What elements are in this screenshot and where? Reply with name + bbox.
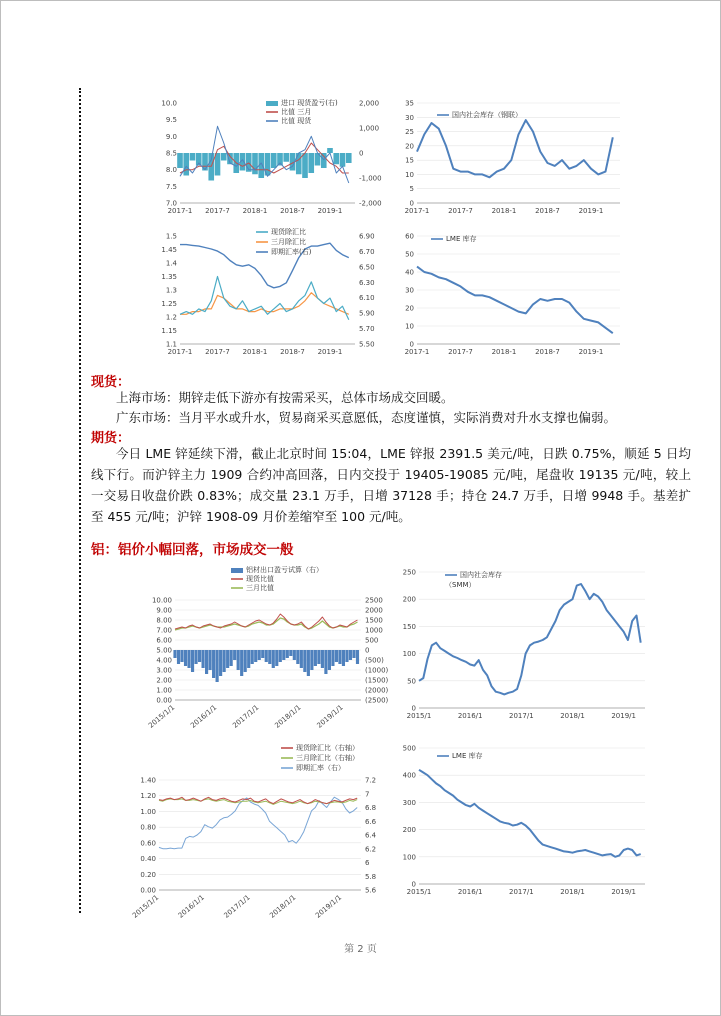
chart-zinc-domestic-inventory bbox=[395, 93, 630, 221]
x-tick-label: 2017/1/1 bbox=[222, 893, 252, 920]
bar bbox=[219, 650, 222, 676]
y-tick-label: 8.5 bbox=[165, 149, 177, 158]
bar bbox=[331, 650, 334, 666]
x-tick-label: 2017-7 bbox=[205, 348, 230, 356]
x-tick-label: 2018/1 bbox=[560, 712, 585, 720]
bar bbox=[321, 153, 327, 168]
y-right-tick-label: 5.70 bbox=[359, 325, 375, 334]
series-fx-rate-line bbox=[180, 243, 349, 288]
bar bbox=[346, 153, 352, 163]
chart-aluminum-lme-inventory bbox=[397, 742, 657, 902]
spot-shanghai-text: 上海市场：期锌走低下游亦有按需采买，总体市场成交回暖。 bbox=[116, 390, 454, 405]
y-right-tick-label: -2,000 bbox=[359, 199, 382, 208]
bar bbox=[191, 650, 194, 672]
bar bbox=[226, 650, 229, 668]
x-tick-label: 2019/1 bbox=[611, 888, 636, 896]
bar bbox=[177, 650, 180, 664]
series-lme-inventory-line bbox=[419, 770, 641, 857]
bar bbox=[180, 650, 183, 662]
bar bbox=[324, 650, 327, 674]
y-right-tick-label: 2000 bbox=[365, 606, 383, 615]
y-tick-label: 7.0 bbox=[165, 199, 177, 208]
bar bbox=[271, 153, 277, 168]
legend-label: 即期汇率（右） bbox=[296, 764, 345, 772]
y-tick-label: 1.40 bbox=[140, 776, 156, 785]
bar bbox=[338, 650, 341, 664]
bar bbox=[327, 148, 333, 153]
y-right-tick-label: 0 bbox=[359, 149, 364, 158]
y-tick-label: 10 bbox=[405, 322, 414, 331]
y-right-tick-label: 500 bbox=[365, 636, 379, 645]
legend-label: LME 库存 bbox=[446, 235, 477, 243]
bar bbox=[275, 650, 278, 666]
bar bbox=[286, 650, 289, 658]
bar bbox=[335, 650, 338, 662]
y-tick-label: 250 bbox=[402, 568, 416, 577]
y-tick-label: 1.3 bbox=[165, 286, 177, 295]
legend-label: 三月比值 bbox=[246, 584, 274, 592]
x-tick-label: 2015/1 bbox=[406, 888, 432, 896]
chart-zinc-lme-inventory bbox=[395, 226, 630, 364]
bar bbox=[237, 650, 240, 670]
y-tick-label: 6.00 bbox=[156, 636, 172, 645]
y-tick-label: 0.00 bbox=[156, 696, 172, 705]
chart-aluminum-domestic-inventory-svg bbox=[397, 560, 657, 730]
y-right-tick-label: 5.8 bbox=[365, 872, 377, 881]
bar bbox=[258, 650, 261, 660]
bar bbox=[216, 650, 219, 682]
bar bbox=[254, 650, 257, 662]
y-right-tick-label: -1,000 bbox=[359, 174, 382, 183]
bar bbox=[310, 650, 313, 670]
y-tick-label: 10 bbox=[405, 170, 414, 179]
legend-label: 现货比值 bbox=[246, 575, 274, 583]
y-tick-label: 1.00 bbox=[156, 686, 172, 695]
x-tick-label: 2017-7 bbox=[448, 348, 473, 356]
bar bbox=[187, 650, 190, 668]
y-tick-label: 0.40 bbox=[140, 855, 156, 864]
bar bbox=[296, 650, 299, 664]
bar bbox=[265, 650, 268, 662]
bar bbox=[230, 650, 233, 666]
bar bbox=[321, 650, 324, 668]
legend-swatch bbox=[266, 101, 278, 106]
y-tick-label: 0 bbox=[411, 880, 416, 889]
chart-aluminum-exchange-rate-svg bbox=[131, 742, 383, 920]
legend-label: 即期汇率(右) bbox=[271, 248, 312, 256]
y-tick-label: 1.35 bbox=[161, 273, 177, 281]
chart-zinc-import-svg bbox=[150, 93, 380, 221]
legend-label: 进口 现货盈亏(右) bbox=[281, 99, 338, 107]
y-tick-label: 400 bbox=[402, 771, 416, 780]
bar bbox=[293, 650, 296, 660]
chart-aluminum-exchange-rate bbox=[131, 742, 383, 920]
x-tick-label: 2017-1 bbox=[167, 348, 193, 356]
y-right-tick-label: 2500 bbox=[365, 596, 383, 605]
legend-label: 国内社会库存 bbox=[460, 571, 502, 579]
chart-zinc-domestic-inventory-svg bbox=[395, 93, 630, 221]
bar bbox=[233, 650, 236, 660]
y-right-tick-label: 6 bbox=[365, 859, 370, 867]
x-tick-label: 2019/1/1 bbox=[313, 893, 344, 920]
y-right-tick-label: 2,000 bbox=[359, 99, 380, 108]
y-right-tick-label: (1500) bbox=[365, 676, 389, 685]
y-tick-label: 40 bbox=[405, 268, 414, 277]
y-tick-label: 60 bbox=[405, 232, 414, 241]
legend-label: （SMM） bbox=[445, 581, 476, 589]
x-tick-label: 2018-7 bbox=[280, 348, 305, 356]
x-tick-label: 2018/1/1 bbox=[268, 893, 298, 920]
y-right-tick-label: 7.2 bbox=[365, 776, 377, 785]
legend-label: 比值 现货 bbox=[281, 117, 312, 125]
bar bbox=[223, 650, 226, 672]
y-tick-label: 0 bbox=[409, 199, 414, 208]
bar bbox=[352, 650, 355, 658]
y-tick-label: 0 bbox=[411, 704, 416, 713]
y-right-tick-label: 5.90 bbox=[359, 309, 375, 318]
bar bbox=[247, 650, 250, 668]
y-tick-label: 0.20 bbox=[140, 870, 156, 879]
bar bbox=[333, 153, 339, 164]
legend-label: 铝材出口盈亏试算（右） bbox=[246, 566, 323, 574]
x-tick-label: 2017-1 bbox=[167, 207, 193, 215]
y-tick-label: 20 bbox=[405, 142, 414, 151]
bar bbox=[212, 650, 215, 678]
bar bbox=[307, 650, 310, 676]
y-tick-label: 200 bbox=[402, 826, 416, 835]
y-right-tick-label: 6.10 bbox=[359, 294, 375, 303]
bar bbox=[283, 153, 289, 162]
y-tick-label: 0.00 bbox=[140, 886, 156, 895]
y-right-tick-label: 1,000 bbox=[359, 124, 380, 133]
y-right-tick-label: 6.4 bbox=[365, 831, 377, 840]
bar bbox=[177, 153, 183, 168]
legend-label: 现货除汇比 bbox=[271, 228, 306, 236]
y-tick-label: 15 bbox=[405, 156, 414, 165]
chart-zinc-exchange-rate bbox=[150, 226, 380, 364]
series-inventory-line bbox=[419, 584, 641, 694]
bar bbox=[342, 650, 345, 666]
bar bbox=[252, 153, 258, 174]
bar bbox=[356, 650, 359, 664]
bar bbox=[303, 650, 306, 672]
x-tick-label: 2018-7 bbox=[535, 348, 560, 356]
series-inventory-line bbox=[417, 120, 613, 177]
chart-zinc-import bbox=[150, 93, 380, 221]
bar bbox=[261, 650, 264, 658]
bar bbox=[328, 650, 331, 670]
bar bbox=[198, 650, 201, 662]
y-tick-label: 50 bbox=[405, 250, 414, 259]
futures-body-text: 今日 LME 锌延续下滑，截止北京时间 15:04，LME 锌报 2391.5 美元/吨，日跌 0.75%，顺延 5 日均线下行。而沪锌主力 1909 合约冲高回落，日内交投于 19405-19085 元/吨，尾盘收 19135 元/吨，较上一交易日收盘价跌 0.83%；成交量 23.1 万手，日增 37128 手；持仓 24.7 万手，日增 9948 手。基差扩至 455 元/吨；沪锌 1908-09 月价差缩窄至 100 元/吨。 bbox=[91, 446, 691, 524]
x-tick-label: 2018-7 bbox=[535, 207, 560, 215]
y-right-tick-label: (500) bbox=[365, 656, 384, 665]
x-tick-label: 2017/1 bbox=[509, 712, 534, 720]
chart-zinc-exchange-rate-svg bbox=[150, 226, 380, 364]
y-tick-label: 4.00 bbox=[156, 656, 172, 665]
y-tick-label: 1.4 bbox=[165, 259, 177, 268]
bar bbox=[308, 153, 314, 173]
x-tick-label: 2017/1/1 bbox=[231, 703, 261, 730]
bar bbox=[349, 650, 352, 660]
y-tick-label: 300 bbox=[402, 798, 416, 807]
y-right-tick-label: (2000) bbox=[365, 686, 389, 695]
y-tick-label: 1.2 bbox=[165, 313, 177, 322]
y-tick-label: 50 bbox=[407, 677, 416, 686]
y-right-tick-label: 6.90 bbox=[359, 232, 375, 241]
legend-swatch bbox=[231, 568, 243, 573]
bar bbox=[244, 650, 247, 672]
y-right-tick-label: 6.2 bbox=[365, 845, 377, 854]
bar bbox=[302, 153, 308, 178]
x-tick-label: 2017/1 bbox=[509, 888, 534, 896]
x-tick-label: 2019/1/1 bbox=[315, 703, 345, 730]
y-tick-label: 8.00 bbox=[156, 616, 172, 625]
y-right-tick-label: 6.6 bbox=[365, 817, 377, 826]
series-spot-line bbox=[175, 614, 358, 629]
x-tick-label: 2016/1/1 bbox=[176, 893, 207, 920]
margin-dotted-rule bbox=[79, 88, 81, 913]
bar bbox=[209, 650, 212, 670]
y-tick-label: 30 bbox=[405, 286, 414, 295]
y-tick-label: 500 bbox=[402, 744, 416, 753]
x-tick-label: 2019/1 bbox=[611, 712, 636, 720]
chart-aluminum-domestic-inventory bbox=[397, 560, 657, 730]
y-tick-label: 30 bbox=[405, 113, 414, 122]
y-tick-label: 100 bbox=[402, 853, 416, 862]
y-right-tick-label: (2500) bbox=[365, 696, 389, 705]
bar bbox=[300, 650, 303, 668]
y-tick-label: 25 bbox=[405, 128, 414, 137]
y-tick-label: 1.1 bbox=[165, 340, 177, 349]
x-tick-label: 2015/1/1 bbox=[147, 703, 177, 730]
y-tick-label: 7.5 bbox=[165, 182, 177, 191]
bar bbox=[317, 650, 320, 664]
bar bbox=[314, 650, 317, 666]
y-right-tick-label: 7 bbox=[365, 790, 370, 799]
y-tick-label: 150 bbox=[402, 622, 416, 631]
y-tick-label: 1.25 bbox=[161, 300, 177, 308]
x-tick-label: 2018/1/1 bbox=[273, 703, 303, 730]
y-tick-label: 8.0 bbox=[165, 166, 177, 175]
x-tick-label: 2018-1 bbox=[491, 207, 517, 215]
y-tick-label: 5.00 bbox=[156, 646, 172, 655]
bar bbox=[201, 650, 204, 668]
y-right-tick-label: 6.70 bbox=[359, 247, 375, 256]
series-lme-inventory-line bbox=[417, 267, 613, 334]
bar bbox=[272, 650, 275, 668]
bar bbox=[190, 153, 196, 161]
x-tick-label: 2017-1 bbox=[404, 207, 430, 215]
series-fx-rate-line bbox=[159, 797, 357, 849]
y-tick-label: 0.60 bbox=[140, 839, 156, 848]
y-tick-label: 1.20 bbox=[140, 792, 156, 801]
legend-label: 三月除汇比 bbox=[271, 238, 306, 246]
y-tick-label: 20 bbox=[405, 304, 414, 313]
y-right-tick-label: (1000) bbox=[365, 666, 389, 675]
aluminum-heading: 铝：铝价小幅回落，市场成交一般 bbox=[91, 542, 294, 558]
y-tick-label: 0.80 bbox=[140, 823, 156, 832]
bar bbox=[279, 650, 282, 662]
y-right-tick-label: 1500 bbox=[365, 616, 383, 625]
x-tick-label: 2018-7 bbox=[280, 207, 305, 215]
spot-guangdong-text: 广东市场：当月平水或升水，贸易商采买意愿低，态度谨慎，实际消费对升水支撑也偏弱。 bbox=[116, 410, 617, 425]
x-tick-label: 2017-7 bbox=[448, 207, 473, 215]
bar bbox=[173, 650, 176, 658]
y-right-tick-label: 6.30 bbox=[359, 278, 375, 287]
x-tick-label: 2019-1 bbox=[578, 207, 604, 215]
y-right-tick-label: 6.8 bbox=[365, 804, 377, 812]
x-tick-label: 2018-1 bbox=[242, 348, 268, 356]
bar bbox=[194, 650, 197, 664]
bar bbox=[282, 650, 285, 660]
y-right-tick-label: 1000 bbox=[365, 626, 383, 635]
y-tick-label: 1.45 bbox=[161, 246, 177, 254]
y-tick-label: 10.00 bbox=[151, 596, 172, 605]
page-footer: 第 2 页 bbox=[344, 944, 377, 955]
x-tick-label: 2019-1 bbox=[578, 348, 604, 356]
x-tick-label: 2019-1 bbox=[317, 207, 343, 215]
y-right-tick-label: 6.50 bbox=[359, 263, 375, 272]
x-tick-label: 2016/1 bbox=[457, 712, 483, 720]
bar bbox=[221, 153, 227, 161]
bar bbox=[240, 650, 243, 676]
y-right-tick-label: 0 bbox=[365, 646, 370, 655]
y-tick-label: 0 bbox=[409, 340, 414, 349]
futures-heading: 期货： bbox=[91, 431, 131, 446]
bar bbox=[345, 650, 348, 662]
legend-label: LME 库存 bbox=[452, 752, 483, 760]
x-tick-label: 2018-1 bbox=[491, 348, 517, 356]
bar bbox=[340, 153, 346, 167]
y-tick-label: 5 bbox=[409, 185, 414, 194]
bar bbox=[183, 153, 189, 176]
y-right-tick-label: 5.50 bbox=[359, 340, 375, 349]
x-tick-label: 2015/1 bbox=[406, 712, 432, 720]
x-tick-label: 2016/1 bbox=[457, 888, 483, 896]
x-tick-label: 2016/1/1 bbox=[189, 703, 219, 730]
x-tick-label: 2019-1 bbox=[317, 348, 343, 356]
chart-aluminum-export-svg bbox=[133, 560, 389, 730]
y-tick-label: 200 bbox=[402, 595, 416, 604]
x-tick-label: 2018/1 bbox=[560, 888, 585, 896]
bar bbox=[289, 650, 292, 656]
y-tick-label: 1.15 bbox=[161, 327, 177, 335]
spot-heading: 现货： bbox=[91, 375, 131, 390]
x-tick-label: 2017-7 bbox=[205, 207, 230, 215]
y-right-tick-label: 5.6 bbox=[365, 886, 377, 895]
y-tick-label: 100 bbox=[402, 650, 416, 659]
bar bbox=[205, 650, 208, 674]
chart-aluminum-lme-inventory-svg bbox=[397, 742, 657, 902]
x-tick-label: 2018-1 bbox=[242, 207, 268, 215]
y-tick-label: 2.00 bbox=[156, 676, 172, 685]
legend-label: 三月除汇比（右轴） bbox=[296, 754, 359, 762]
y-tick-label: 10.0 bbox=[161, 99, 177, 108]
x-tick-label: 2015/1/1 bbox=[131, 893, 161, 920]
y-tick-label: 3.00 bbox=[156, 666, 172, 675]
y-tick-label: 35 bbox=[405, 99, 414, 108]
legend-label: 国内社会库存（钢联） bbox=[452, 111, 522, 119]
y-tick-label: 1.5 bbox=[165, 232, 177, 241]
y-tick-label: 9.00 bbox=[156, 606, 172, 615]
bar bbox=[251, 650, 254, 664]
legend-label: 现货除汇比（右轴） bbox=[296, 744, 359, 752]
chart-zinc-lme-inventory-svg bbox=[395, 226, 630, 364]
chart-aluminum-export bbox=[133, 560, 389, 730]
y-tick-label: 9.0 bbox=[165, 132, 177, 141]
bar bbox=[184, 650, 187, 666]
y-tick-label: 9.5 bbox=[165, 116, 177, 125]
legend-label: 比值 三月 bbox=[281, 108, 312, 116]
y-tick-label: 7.00 bbox=[156, 626, 172, 635]
x-tick-label: 2017-1 bbox=[404, 348, 430, 356]
series-spot-ratio-line bbox=[180, 277, 349, 320]
y-tick-label: 1.00 bbox=[140, 807, 156, 816]
bar bbox=[268, 650, 271, 664]
